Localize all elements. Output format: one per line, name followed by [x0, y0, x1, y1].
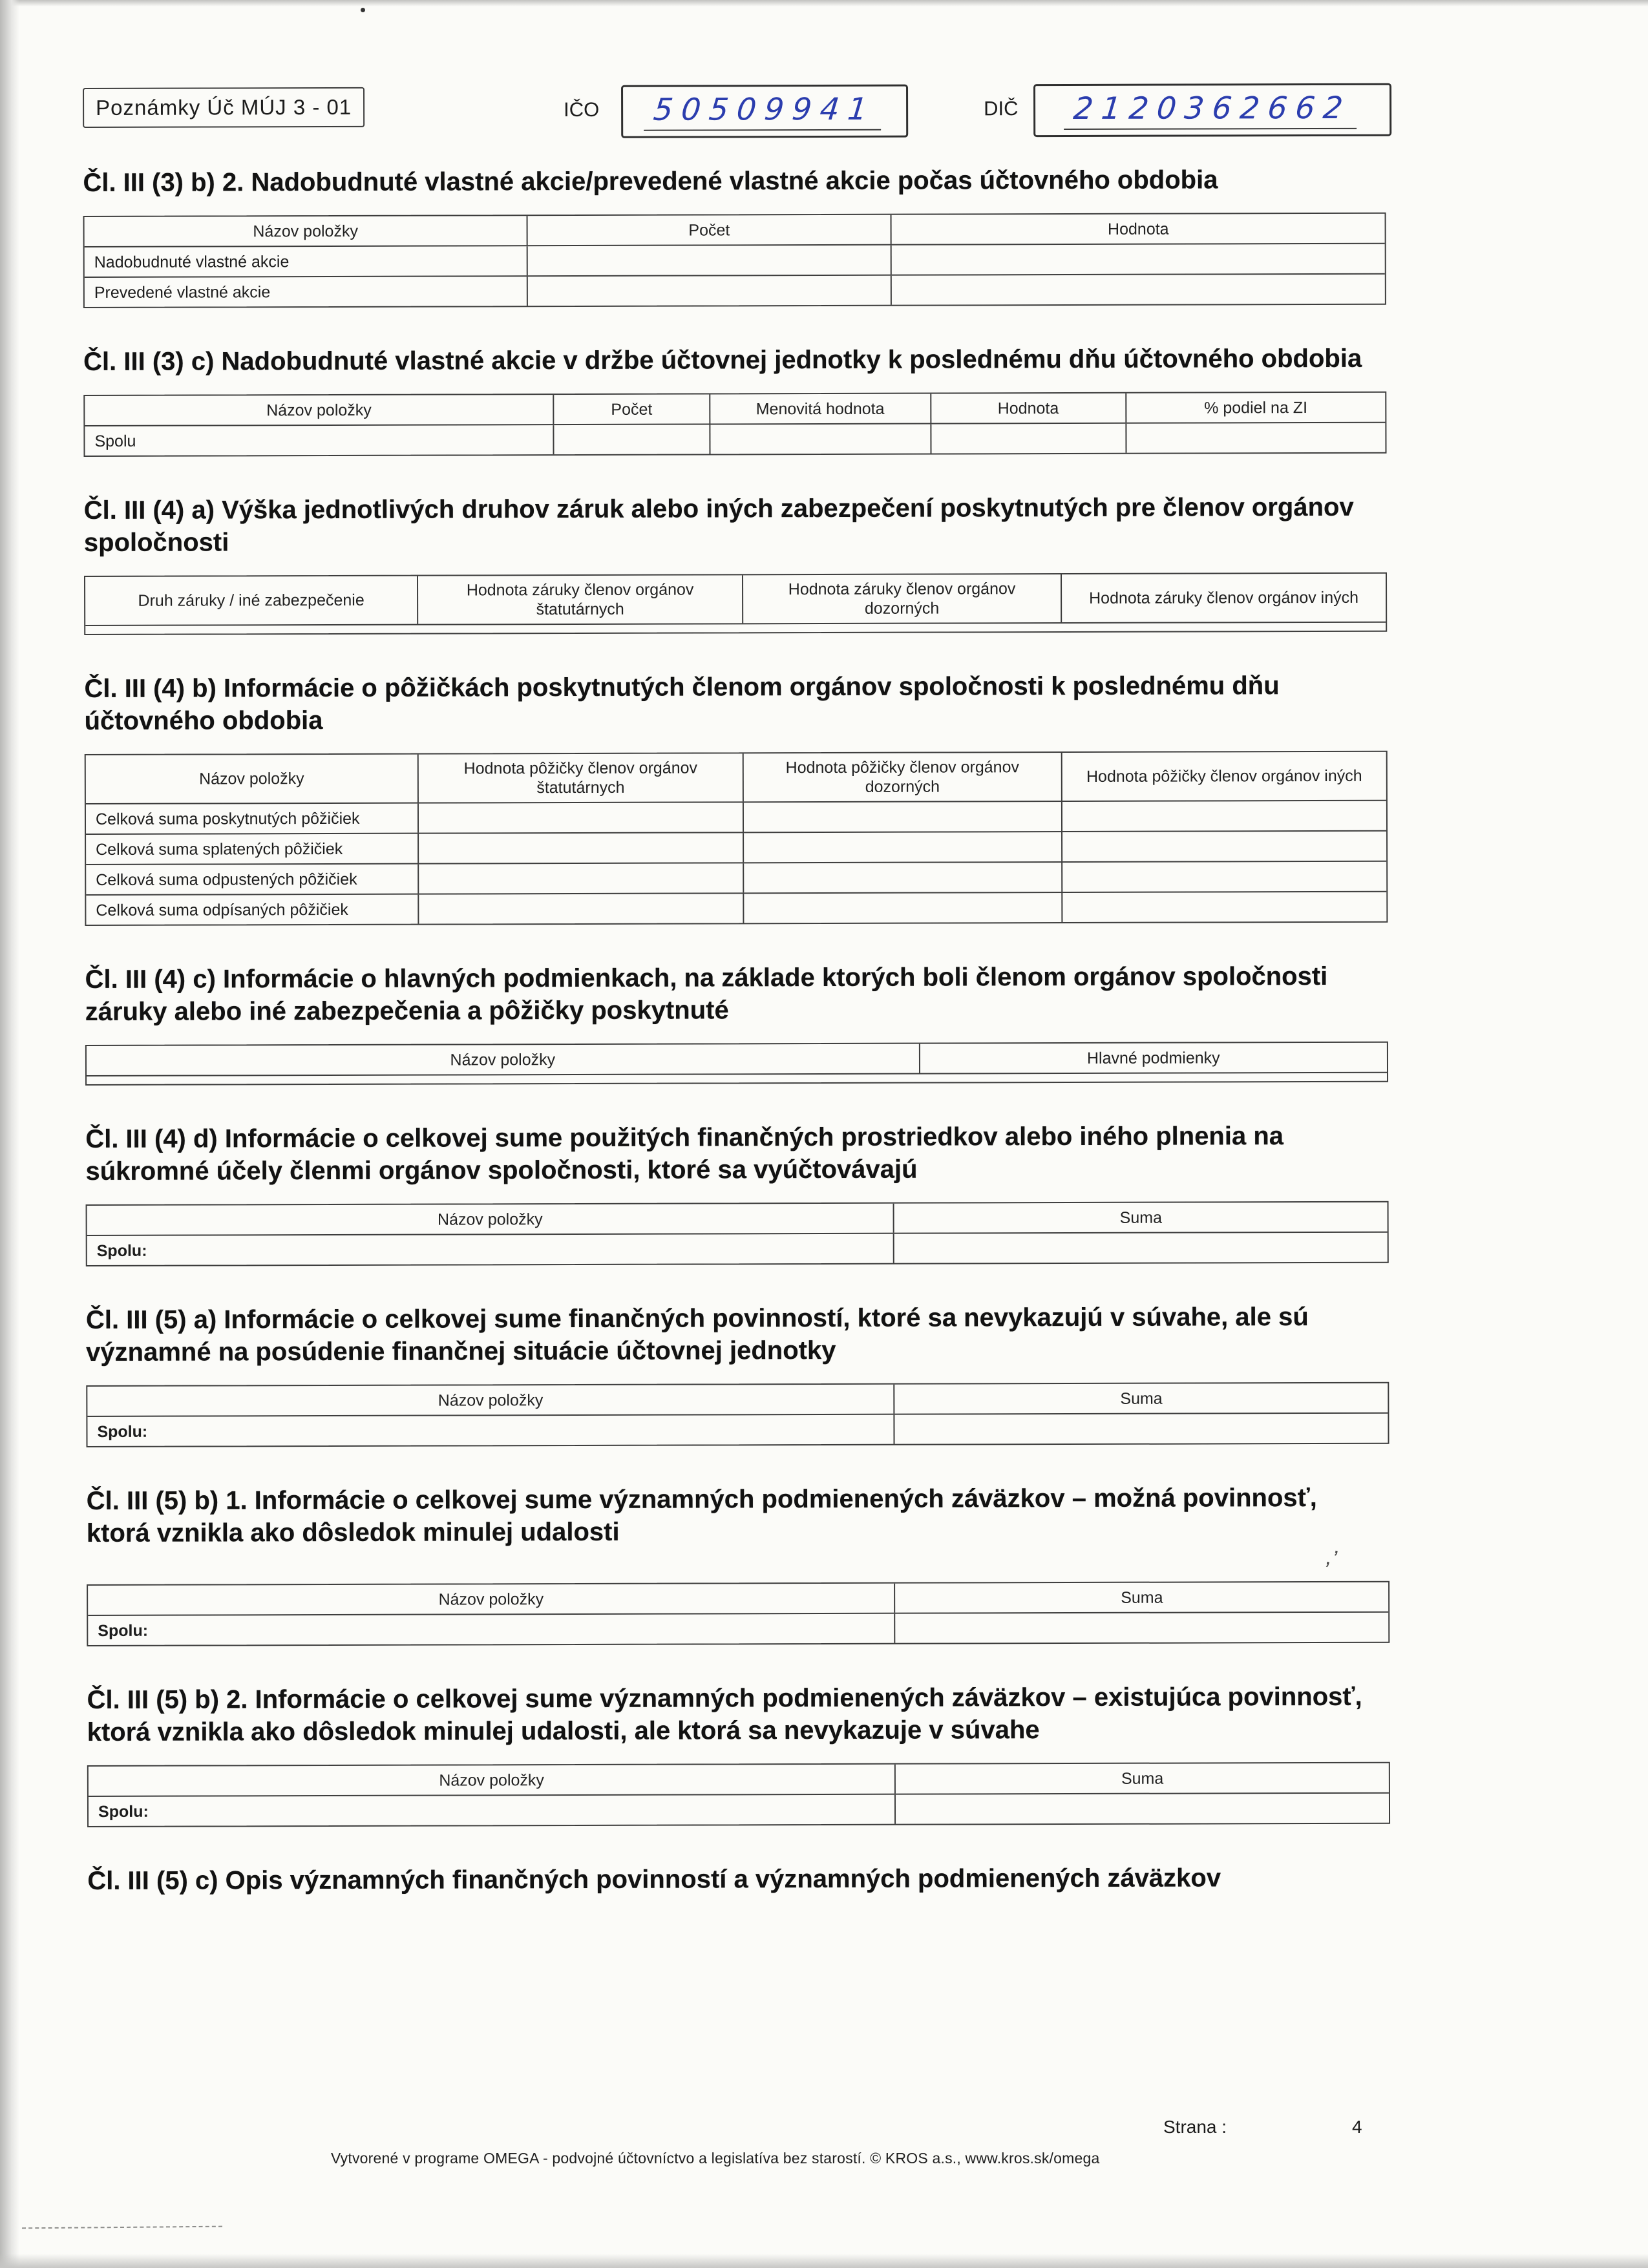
table-row: [86, 861, 1386, 894]
empty-cell: [553, 425, 710, 454]
table-row: [89, 1792, 1389, 1826]
column-header: Hlavné podmienky: [919, 1043, 1387, 1073]
column-header: Názov položky: [439, 1770, 544, 1790]
row-label: Celková suma odpustených pôžičiek: [96, 870, 357, 889]
form-code-box: [83, 87, 364, 128]
section-3c: [83, 342, 1386, 457]
row-label: Celková suma poskytnutých pôžičiek: [95, 809, 360, 828]
column-header: Hodnota: [891, 214, 1385, 244]
row-label: Celková suma splatených pôžičiek: [96, 839, 343, 859]
data-table: [85, 751, 1388, 926]
scan-artifact: [22, 2226, 222, 2229]
data-table: [86, 1201, 1389, 1266]
ico-value-handwritten: 50509941: [644, 92, 885, 131]
section-5b1: [87, 1482, 1390, 1646]
empty-cell: [894, 1794, 1389, 1824]
empty-cell: [1061, 832, 1386, 861]
section-heading: Čl. III (5) c) Opis významných finančných povinností a významných podmienených záväzkov: [87, 1864, 1221, 1895]
column-header: Druh záruky / iné zabezpečenie: [138, 591, 364, 610]
empty-cell: [894, 1414, 1388, 1444]
data-table: [83, 213, 1386, 308]
data-table: [86, 1382, 1389, 1447]
table-row: [86, 830, 1386, 864]
section-4b: [84, 669, 1388, 926]
column-header: Názov položky: [450, 1050, 556, 1069]
empty-cell: [743, 832, 1061, 862]
column-header: Suma: [894, 1582, 1389, 1613]
column-header: Hodnota záruky členov orgánov iných: [1061, 574, 1386, 622]
empty-cell: [930, 424, 1125, 454]
column-header: Názov položky: [437, 1210, 543, 1229]
empty-cell: [893, 1233, 1388, 1263]
section-heading: Čl. III (5) a) Informácie o celkovej sume finančných povinností, ktoré sa nevykazujú v súvahe, ale sú významné na posúdenie finančnej situácie účtovnej jednotky: [85, 1303, 1309, 1367]
column-header: Suma: [894, 1763, 1389, 1794]
table-row: [85, 273, 1385, 307]
empty-cell: [743, 863, 1061, 892]
section-heading: Čl. III (5) b) 2. Informácie o celkovej sume významných podmienených záväzkov – existujúca povinnosť, ktorá vznikla ako dôsledok minulej udalosti, ale ktorá sa nevykazuje v súvahe: [87, 1682, 1362, 1747]
page-number: 4: [1352, 2117, 1362, 2137]
empty-cell: [891, 244, 1385, 275]
scan-edge-bottom: [0, 2254, 1648, 2268]
column-header: Hodnota: [930, 394, 1125, 423]
column-header: Hodnota záruky členov orgánov dozorných: [742, 574, 1061, 623]
empty-cell: [1061, 892, 1386, 922]
column-header: Hodnota pôžičky členov orgánov iných: [1061, 752, 1386, 801]
empty-cell: [709, 425, 930, 454]
dic-label: DIČ: [984, 97, 1019, 120]
empty-cell: [743, 802, 1061, 832]
row-label: Spolu: [94, 432, 136, 450]
form-code: Poznámky Úč MÚJ 3 - 01: [96, 94, 352, 120]
scan-edge-top: [0, 0, 1648, 6]
table-row: [85, 243, 1385, 277]
row-label: Spolu:: [98, 1802, 149, 1821]
data-table: [85, 1042, 1388, 1086]
table-row: [87, 1232, 1388, 1265]
column-header: Názov položky: [438, 1590, 544, 1609]
dic-value-handwritten: 2120362662: [1064, 90, 1361, 130]
empty-cell: [527, 246, 891, 275]
data-table: [84, 572, 1387, 635]
ico-field: [621, 85, 908, 138]
empty-cell: [894, 1613, 1389, 1643]
column-header: Názov položky: [438, 1391, 544, 1410]
table-row: [86, 891, 1386, 925]
column-header: Suma: [893, 1202, 1388, 1233]
section-heading: Čl. III (4) a) Výška jednotlivých druhov záruk alebo iných zabezpečení poskytnutých pre členov orgánov spoločnosti: [83, 492, 1354, 557]
software-credit-line: Vytvorené v programe OMEGA - podvojné účtovníctvo a legislatíva bez starostí. © KROS a.s., www.kros.sk/omega: [331, 2150, 1100, 2167]
column-header: Počet: [527, 215, 891, 245]
table-row: [87, 1412, 1388, 1446]
empty-cell: [417, 803, 743, 832]
dic-field: [1033, 83, 1391, 137]
empty-cell: [1061, 801, 1386, 831]
column-header: Názov položky: [266, 401, 372, 419]
empty-cell: [1125, 423, 1386, 453]
section-heading: Čl. III (3) b) 2. Nadobudnuté vlastné akcie/prevedené vlastné akcie počas účtovného obdobia: [83, 165, 1218, 197]
column-header: Počet: [553, 394, 710, 424]
column-header: Názov položky: [199, 770, 304, 788]
page-label: Strana :: [1163, 2117, 1227, 2137]
empty-cell: [1061, 862, 1386, 892]
table-row: [85, 422, 1385, 456]
section-4a: [84, 491, 1388, 635]
section-3b2: [83, 163, 1386, 308]
empty-cell: [743, 893, 1061, 923]
row-label: Nadobudnuté vlastné akcie: [94, 252, 290, 271]
column-header: Hodnota pôžičky členov orgánov štatutárnych: [417, 753, 743, 802]
data-table: [87, 1762, 1390, 1827]
data-table: [87, 1581, 1389, 1646]
row-label: Spolu:: [96, 1241, 147, 1260]
column-header: Menovitá hodnota: [709, 394, 930, 424]
section-heading: Čl. III (4) d) Informácie o celkovej sume použitých finančných prostriedkov alebo iného plnenia na súkromné účely členmi orgánov spoločnosti, ktoré sa vyúčtovávajú: [85, 1122, 1284, 1186]
section-4d: [85, 1120, 1389, 1266]
table-row: [86, 800, 1386, 834]
document-content: [83, 79, 1390, 1897]
row-label: Spolu:: [98, 1621, 149, 1640]
document-header: [83, 79, 1386, 147]
row-label: Prevedené vlastné akcie: [94, 282, 271, 302]
section-heading: Čl. III (4) c) Informácie o hlavných podmienkach, na základe ktorých boli členom orgánov spoločnosti záruky alebo iné zabezpečenia a pôžičky poskytnuté: [85, 961, 1328, 1026]
column-header: Hodnota pôžičky členov orgánov dozorných: [743, 753, 1061, 801]
scan-edge-left: [0, 0, 19, 2268]
data-table: [83, 392, 1386, 457]
table-row: [88, 1612, 1388, 1645]
empty-cell: [417, 894, 743, 923]
section-5b2: [87, 1681, 1390, 1827]
scan-artifact: ,’: [1323, 1544, 1340, 1571]
empty-cell: [891, 275, 1385, 305]
section-4c: [85, 960, 1388, 1086]
column-header: % podiel na ZI: [1125, 393, 1386, 423]
empty-cell: [527, 276, 891, 306]
section-heading: Čl. III (3) c) Nadobudnuté vlastné akcie v držbe účtovnej jednotky k poslednému dňu účtovného obdobia: [83, 344, 1362, 376]
section-5a: [86, 1301, 1389, 1447]
ico-label: IČO: [564, 98, 600, 121]
column-header: Názov položky: [253, 222, 358, 240]
row-label: Celková suma odpísaných pôžičiek: [96, 900, 348, 919]
section-5c: [87, 1862, 1390, 1897]
row-label: Spolu:: [97, 1422, 148, 1441]
empty-cell: [417, 833, 743, 863]
column-header: Hodnota záruky členov orgánov štatutárnych: [417, 575, 742, 624]
section-heading: Čl. III (4) b) Informácie o pôžičkách poskytnutých členom orgánov spoločnosti k poslednému dňu účtovného obdobia: [84, 671, 1280, 735]
section-heading: Čl. III (5) b) 1. Informácie o celkovej sume významných podmienených záväzkov – možná povinnosť, ktorá vznikla ako dôsledok minulej udalosti: [86, 1484, 1317, 1548]
column-header: Suma: [894, 1383, 1388, 1414]
empty-cell: [417, 863, 743, 893]
scan-artifact: [361, 8, 365, 12]
